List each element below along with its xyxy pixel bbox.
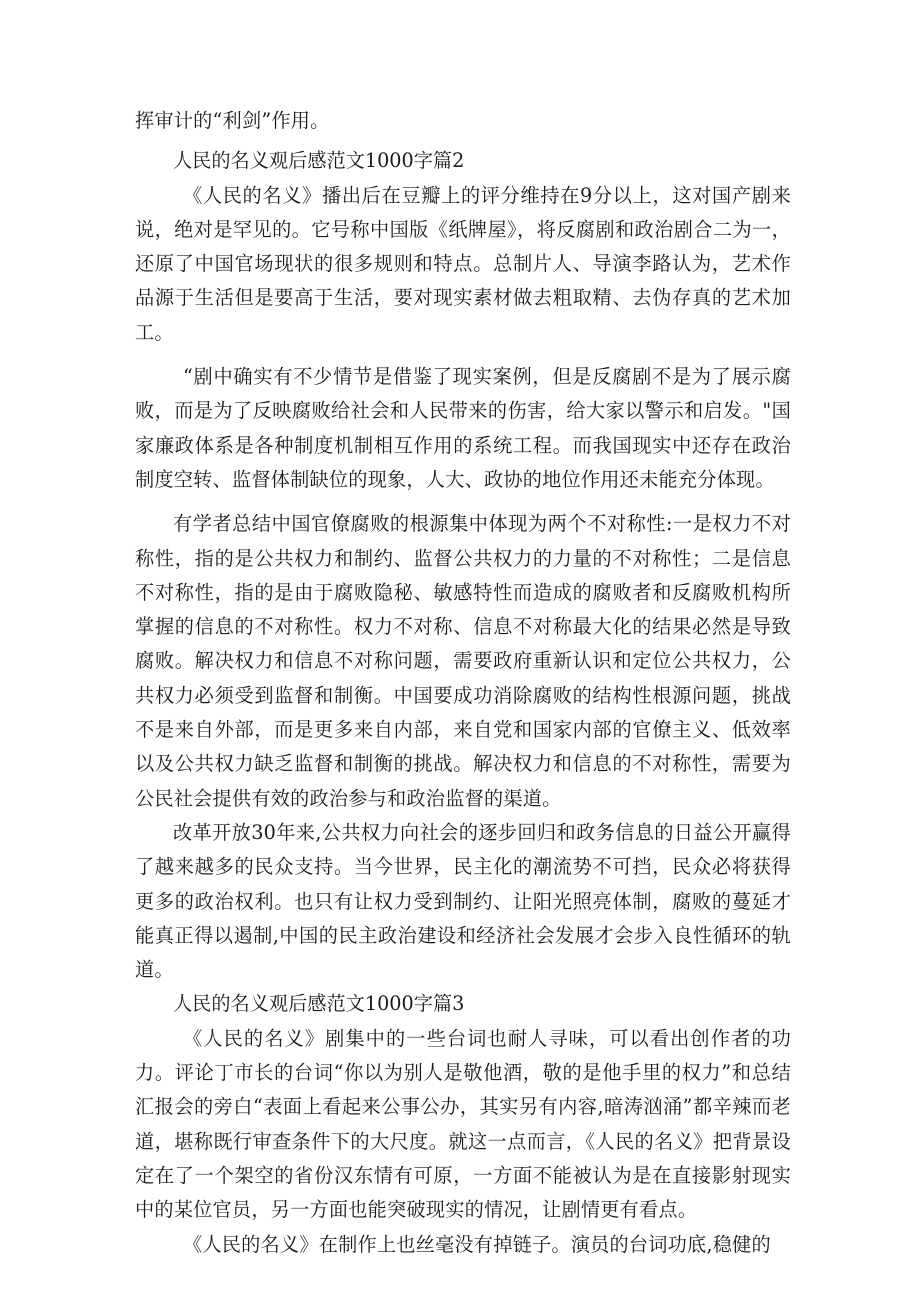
paragraph-truncated: 《人民的名义》在制作上也丝毫没有掉链子。演员的台词功底,稳健的 (183, 1232, 771, 1256)
paragraph: 有学者总结中国官僚腐败的根源集中体现为两个不对称性:一是权力不对称性，指的是公共权力和制约、监督公共权力的力量的不对称性；二是信息不对称性，指的是由于腐败隐秘、敏感特性而造成的腐败者和反腐败机构所掌握的信息的不对称性。权力不对称、信息不对称最大化的结果必然是导致腐败。解决权力和信息不对称问题，需要政府重新认识和定位公共权力，公共权力必须受到监督和制衡。中国要成功消除腐败的结构性根源问题，挑战不是来自外部，而是更多来自内部，来自党和国家内部的官僚主义、低效率以及公共权力缺乏监督和制衡的挑战。解决权力和信息的不对称性，需要为公民社会提供有效的政治参与和政治监督的渠道。 (135, 512, 791, 810)
paragraph: 改革开放30年来,公共权力向社会的逐步回归和政务信息的日益公开赢得了越来越多的民众支持。当今世界，民主化的潮流势不可挡，民众必将获得更多的政治权利。也只有让权力受到制约、让阳光照亮体制，腐败的蔓延才能真正得以遏制,中国的民主政治建设和经济社会发展才会步入良性循环的轨道。 (135, 820, 791, 982)
paragraph: “剧中确实有不少情节是借鉴了现实案例，但是反腐剧不是为了展示腐败，而是为了反映腐败给社会和人民带来的伤害，给大家以警示和启发。"国家廉政体系是各种制度机制相互作用的系统工程。而我国现实中还存在政治制度空转、监督体制缺位的现象，人大、政协的地位作用还未能充分体现。 (135, 365, 791, 491)
section-heading-2: 人民的名义观后感范文1000字篇2 (173, 149, 465, 173)
document-page (135, 104, 791, 1262)
paragraph: 《人民的名义》剧集中的一些台词也耐人寻味，可以看出创作者的功力。评论丁市长的台词“你以为别人是敬他酒，敬的是他手里的权力”和总结汇报会的旁白“表面上看起来公事公办，其实另有内容,暗涛汹涌”都辛辣而老道，堪称既行审查条件下的大尺度。就这一点而言，《人民的名义》把背景设定在了一个架空的省份汉东情有可原，一方面不能被认为是在直接影射现实中的某位官员，另一方面也能突破现实的情况，让剧情更有看点。 (135, 1026, 791, 1222)
section-heading-3: 人民的名义观后感范文1000字篇3 (173, 992, 465, 1016)
paragraph: 《人民的名义》播出后在豆瓣上的评分维持在9分以上，这对国产剧来说，绝对是罕见的。它号称中国版《纸牌屋》，将反腐剧和政治剧合二为一，还原了中国官场现状的很多规则和特点。总制片人、导演李路认为，艺术作品源于生活但是要高于生活，要对现实素材做去粗取精、去伪存真的艺术加工。 (135, 183, 791, 344)
paragraph-continuation: 挥审计的“利剑”作用。 (135, 109, 330, 132)
